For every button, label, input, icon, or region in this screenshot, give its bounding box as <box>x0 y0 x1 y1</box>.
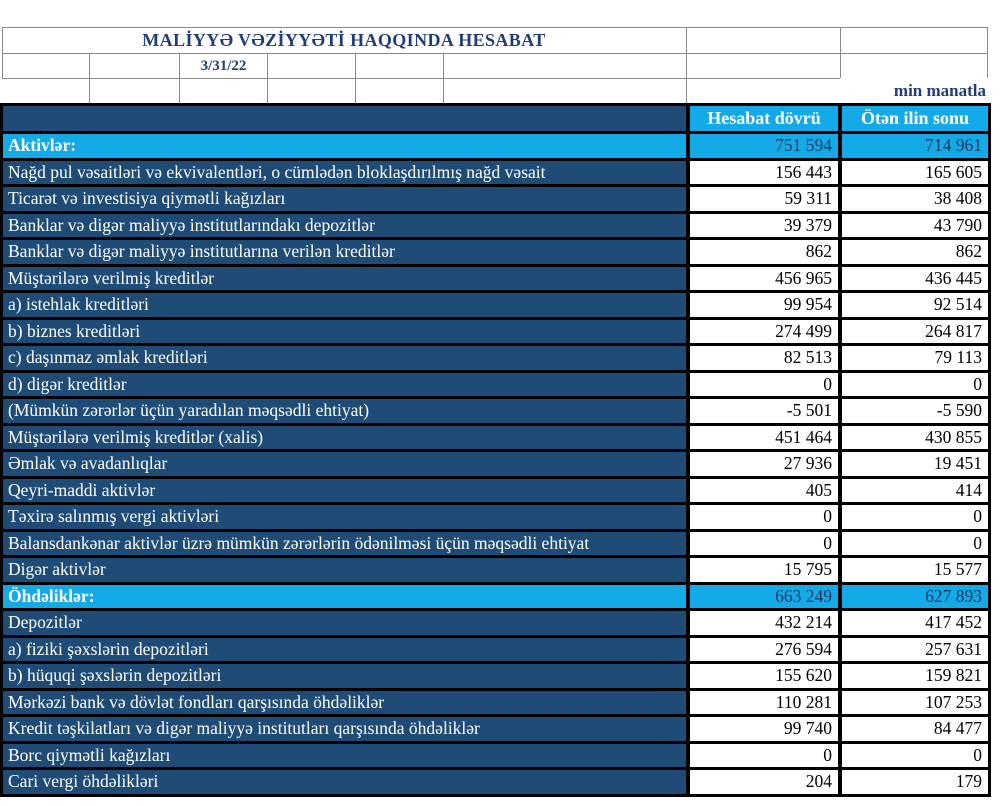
row-value-current: 451 464 <box>690 426 838 450</box>
table-corner-cell <box>3 106 686 131</box>
row-value-current: 276 594 <box>690 638 838 662</box>
row-value-current: 15 795 <box>690 558 838 582</box>
row-value-previous: 0 <box>842 532 988 556</box>
row-value-current: 862 <box>690 240 838 264</box>
column-header-current-period: Hesabat dövrü <box>690 106 838 131</box>
row-label-cell: d) digər kreditlər <box>3 373 686 397</box>
row-value-previous: 414 <box>842 479 988 503</box>
row-value-previous: 436 445 <box>842 267 988 291</box>
row-label-cell: (Mümkün zərərlər üçün yaradılan məqsədli ehtiyat) <box>3 399 686 423</box>
row-value-current: 405 <box>690 479 838 503</box>
row-label-cell: Borc qiymətli kağızları <box>3 744 686 768</box>
grid-line <box>267 53 268 103</box>
grid-line <box>89 53 90 103</box>
grid-line <box>355 53 356 103</box>
row-value-previous: 43 790 <box>842 214 988 238</box>
row-value-previous: -5 590 <box>842 399 988 423</box>
row-value-current: 663 249 <box>690 585 838 609</box>
row-value-previous: 179 <box>842 770 988 794</box>
row-value-current: 204 <box>690 770 838 794</box>
row-value-current: 456 965 <box>690 267 838 291</box>
grid-line <box>686 27 687 103</box>
grid-line <box>987 27 988 78</box>
row-label-cell: Nağd pul vəsaitləri və ekvivalentləri, o cümlədən bloklaşdırılmış nağd vəsait <box>3 161 686 185</box>
row-value-previous: 0 <box>842 505 988 529</box>
grid-line <box>443 53 444 103</box>
row-value-previous: 84 477 <box>842 717 988 741</box>
financial-table <box>0 103 991 797</box>
row-value-previous: 165 605 <box>842 161 988 185</box>
row-value-previous: 159 821 <box>842 664 988 688</box>
row-value-current: 0 <box>690 744 838 768</box>
row-value-current: 99 740 <box>690 717 838 741</box>
row-value-current: 27 936 <box>690 452 838 476</box>
row-label-cell: b) hüquqi şəxslərin depozitləri <box>3 664 686 688</box>
row-value-previous: 257 631 <box>842 638 988 662</box>
row-value-previous: 0 <box>842 744 988 768</box>
row-value-previous: 627 893 <box>842 585 988 609</box>
row-label-cell: Cari vergi öhdəlikləri <box>3 770 686 794</box>
row-label-cell: Qeyri-maddi aktivlər <box>3 479 686 503</box>
row-value-previous: 430 855 <box>842 426 988 450</box>
row-label-cell: Mərkəzi bank və dövlət fondları qarşısında öhdəliklər <box>3 691 686 715</box>
row-label-cell: Aktivlər: <box>3 134 686 158</box>
row-value-current: 751 594 <box>690 134 838 158</box>
row-value-current: 59 311 <box>690 187 838 211</box>
row-value-previous: 79 113 <box>842 346 988 370</box>
row-value-current: 99 954 <box>690 293 838 317</box>
row-value-current: 156 443 <box>690 161 838 185</box>
grid-line <box>840 27 841 78</box>
row-label-cell: Təxirə salınmış vergi aktivləri <box>3 505 686 529</box>
row-label-cell: Banklar və digər maliyyə institutlarına verilən kreditlər <box>3 240 686 264</box>
row-label-cell: Öhdəliklər: <box>3 585 686 609</box>
row-value-previous: 862 <box>842 240 988 264</box>
row-label-cell: b) biznes kreditləri <box>3 320 686 344</box>
row-label-cell: Müştərilərə verilmiş kreditlər (xalis) <box>3 426 686 450</box>
row-label-cell: Digər aktivlər <box>3 558 686 582</box>
row-label-cell: Depozitlər <box>3 611 686 635</box>
row-value-previous: 417 452 <box>842 611 988 635</box>
row-label-cell: Müştərilərə verilmiş kreditlər <box>3 267 686 291</box>
row-value-current: 39 379 <box>690 214 838 238</box>
document-title: MALİYYƏ VƏZİYYƏTİ HAQQINDA HESABAT <box>142 30 546 50</box>
row-label-cell: Əmlak və avadanlıqlar <box>3 452 686 476</box>
row-value-previous: 107 253 <box>842 691 988 715</box>
row-label-cell: a) fiziki şəxslərin depozitləri <box>3 638 686 662</box>
row-label-cell: Banklar və digər maliyyə institutlarındakı depozitlər <box>3 214 686 238</box>
row-value-current: 110 281 <box>690 691 838 715</box>
row-value-previous: 92 514 <box>842 293 988 317</box>
row-value-current: 432 214 <box>690 611 838 635</box>
row-value-current: 82 513 <box>690 346 838 370</box>
row-value-current: 0 <box>690 373 838 397</box>
row-label-cell: Kredit təşkilatları və digər maliyyə institutları qarşısında öhdəliklər <box>3 717 686 741</box>
unit-note: min manatla <box>893 81 986 100</box>
row-value-current: 274 499 <box>690 320 838 344</box>
row-value-current: 155 620 <box>690 664 838 688</box>
row-label-cell: a) istehlak kreditləri <box>3 293 686 317</box>
row-value-previous: 15 577 <box>842 558 988 582</box>
report-date: 3/31/22 <box>200 58 247 74</box>
row-value-current: 0 <box>690 532 838 556</box>
row-label-cell: c) daşınmaz əmlak kreditləri <box>3 346 686 370</box>
row-value-previous: 38 408 <box>842 187 988 211</box>
row-value-current: 0 <box>690 505 838 529</box>
row-value-previous: 264 817 <box>842 320 988 344</box>
row-value-previous: 0 <box>842 373 988 397</box>
row-value-current: -5 501 <box>690 399 838 423</box>
column-header-previous-year-end: Ötən ilin sonu <box>842 106 988 131</box>
row-label-cell: Ticarət və investisiya qiymətli kağızları <box>3 187 686 211</box>
row-value-previous: 714 961 <box>842 134 988 158</box>
row-label-cell: Balansdankənar aktivlər üzrə mümkün zərərlərin ödənilməsi üçün məqsədli ehtiyat <box>3 532 686 556</box>
row-value-previous: 19 451 <box>842 452 988 476</box>
